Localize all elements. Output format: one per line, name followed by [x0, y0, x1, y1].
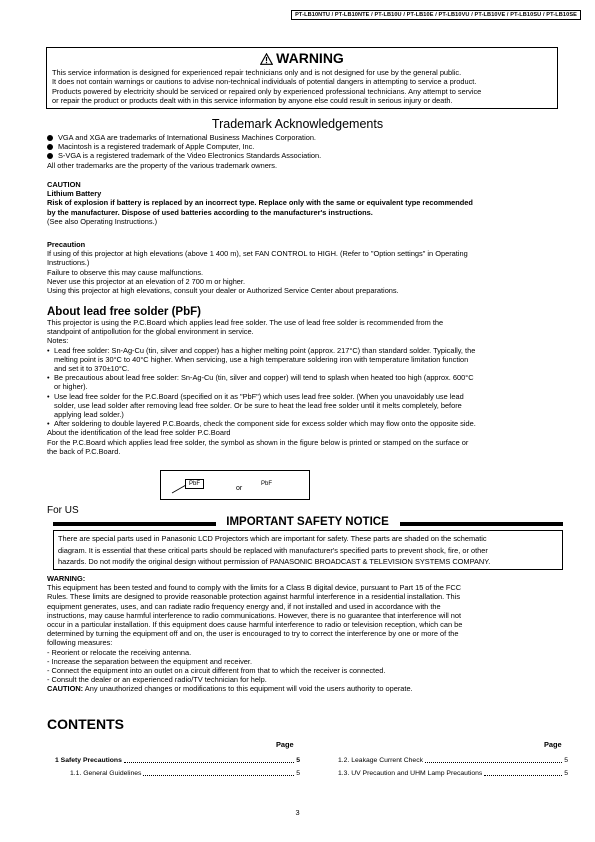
precaution-line: Instructions.)	[47, 258, 90, 268]
pbf-intro: standpoint of antipollution for the global environment in service.	[47, 327, 254, 337]
precaution-line: Using this projector at high elevations, consult your dealer or Authorized Service Center about preparations.	[47, 286, 399, 296]
fcc-line: - Reorient or relocate the receiving antenna.	[47, 647, 192, 657]
safety-line: There are special parts used in Panasonic LCD Projectors which are important for safety. These parts are shaded on the schematic	[58, 534, 487, 543]
fcc-line: - Consult the dealer or an experienced radio/TV technician for help.	[47, 675, 267, 685]
pbf-section	[47, 318, 562, 456]
trademark-list	[47, 133, 562, 170]
precaution-line: Failure to observe this may cause malfunctions.	[47, 267, 204, 277]
trademark-footer: All other trademarks are the property of the various trademark owners.	[47, 160, 278, 170]
note-item: • Use lead free solder for the P.C.Board (specified on it as "PbF") which uses lead free solder. (When you unavoidably use lead solder, use lead solder after removing lead free solder. Or be sure to heat the lead free solder until it melts completely, before applying lead solder.)	[47, 391, 464, 420]
warning-box	[46, 47, 558, 109]
warning-text	[52, 68, 552, 105]
for-us-label: For US	[47, 505, 79, 516]
toc-page-label-left: Page	[276, 740, 294, 749]
model-header: PT-LB10NTU / PT-LB10NTE / PT-LB10U / PT-LB10E / PT-LB10VU / PT-LB10VE / PT-LB10SU / PT-LB10SE	[291, 10, 581, 20]
note-item: • After soldering to double layered P.C.Boards, check the component side for excess solder which may flow onto the opposite side.	[47, 419, 476, 429]
pbf-symbol-text: the back of P.C.Board.	[47, 446, 121, 456]
safety-notice-title: IMPORTANT SAFETY NOTICE	[226, 516, 389, 528]
pbf-symbol-text: For the P.C.Board which applies lead free solder, the symbol as shown in the figure below is printed or stamped on the surface or	[47, 437, 469, 447]
precaution-section	[47, 240, 562, 295]
fcc-line: This equipment has been tested and found to comply with the limits for a Class B digital device, pursuant to Part 15 of the FCC	[47, 583, 462, 593]
bullet-icon	[47, 153, 53, 159]
warning-heading	[52, 50, 552, 66]
caution-text: by the manufacturer. Dispose of used batteries according to the manufacturer's instructions.	[47, 207, 373, 217]
precaution-line: If using of this projector at high elevations (above 1 400 m), set FAN CONTROL to HIGH. (Refer to "Option settings" in Operating	[47, 249, 468, 259]
fcc-line: determined by turning the equipment off and on, the user is encouraged to try to correct the interference by one or more of the	[47, 629, 459, 639]
pbf-identification: About the identification of the lead free solder P.C.Board	[47, 428, 231, 438]
warning-line: It does not contain warnings or cautions to advise non-technical individuals of potential dangers in attempting to service a product.	[52, 77, 477, 87]
toc-leader	[484, 769, 562, 776]
fcc-line: following measures:	[47, 638, 113, 648]
contents-title: CONTENTS	[47, 716, 124, 732]
list-item: S-VGA is a registered trademark of the Video Electronics Standards Association.	[47, 151, 562, 160]
list-item: Macintosh is a registered trademark of Apple Computer, Inc.	[47, 142, 562, 151]
safety-line: diagram. It is essential that these critical parts should be replaced with manufacturer's specified parts to prevent shock, fire, or other	[58, 545, 488, 555]
pbf-symbol-figure	[160, 470, 310, 500]
safety-notice-heading	[50, 518, 565, 530]
fcc-line: instructions, may cause harmful interference to radio communications. However, there is no guarantee that interference will not	[47, 610, 462, 620]
fcc-line: equipment generates, uses, and can radiate radio frequency energy and, if not installed and used in accordance with the	[47, 601, 441, 611]
fcc-heading: WARNING:	[47, 574, 86, 583]
caution-note: (See also Operating Instructions.)	[47, 216, 158, 226]
toc-page-label-right: Page	[544, 740, 562, 749]
fcc-caution: CAUTION: Any unauthorized changes or modifications to this equipment will void the users authority to operate.	[47, 684, 413, 694]
toc-entry[interactable]: 1 Safety Precautions 5	[55, 757, 300, 764]
fcc-line: Rules. These limits are designed to provide reasonable protection against harmful interference in a residential installation. This	[47, 592, 461, 602]
notes-label: Notes:	[47, 336, 69, 346]
warning-line: This service information is designed for experienced repair technicians only and is not designed for use by the general public.	[52, 68, 462, 77]
warning-line: Products powered by electricity should be serviced or repaired only by experienced professional technicians. Any attempt to service	[52, 86, 482, 96]
toc-entry[interactable]: 1.1. General Guidelines 5	[70, 770, 300, 777]
fcc-line: - Connect the equipment into an outlet on a circuit different from that to which the receiver is connected.	[47, 666, 386, 676]
toc-leader	[143, 769, 294, 776]
toc-leader	[124, 756, 294, 763]
fcc-line: - Increase the separation between the equipment and receiver.	[47, 656, 253, 666]
pbf-heading: About lead free solder (PbF)	[47, 306, 201, 318]
warning-triangle-icon	[260, 53, 273, 65]
toc-entry[interactable]: 1.3. UV Precaution and UHM Lamp Precautions 5	[338, 770, 568, 777]
pbf-or-text: or	[236, 485, 243, 492]
precaution-heading: Precaution	[47, 240, 86, 249]
fcc-warning-section	[47, 574, 562, 694]
precaution-line: Never use this projector at an elevation of 2 700 m or higher.	[47, 276, 246, 286]
pbf-symbol-boxed: PbF	[185, 479, 204, 489]
bullet-icon	[47, 144, 53, 150]
warning-title: WARNING	[276, 50, 344, 66]
toc-entry[interactable]: 1.2. Leakage Current Check 5	[338, 757, 568, 764]
warning-line: or repair the product or products dealt with in this service information by anyone else could result in serious injury or death.	[52, 95, 453, 105]
safety-line: hazards. Do not modify the original design without permission of PANASONIC BROADCAST & TELEVISION SYSTEMS COMPANY.	[58, 557, 491, 567]
toc-leader	[425, 756, 562, 763]
trademark-title: Trademark Acknowledgements	[211, 117, 384, 131]
caution-section	[47, 180, 562, 226]
safety-notice-box	[53, 530, 563, 570]
note-item: • Be precautious about lead free solder: Sn-Ag-Cu (tin, silver and copper) will tend to splash when heated too high (approx. 600°C or higher).	[47, 373, 474, 392]
page-number: 3	[295, 808, 300, 817]
caution-subheading: Lithium Battery	[47, 189, 102, 199]
list-item: VGA and XGA are trademarks of International Business Machines Corporation.	[47, 133, 562, 142]
pbf-symbol-plain: PbF	[261, 481, 273, 487]
fcc-line: occur in a particular installation. If this equipment does cause harmful interference to radio or television reception, which can be	[47, 620, 463, 630]
note-item: • Lead free solder: Sn-Ag-Cu (tin, silver and copper) has a higher melting point (approx. 217°C) than standard solder. Typically, the melting point is 30°C to 40°C higher. When servicing, use a high temperature soldering iron with temperature limitation function and set it to 370±10°C.	[47, 345, 476, 374]
caution-heading: CAUTION	[47, 180, 81, 189]
bullet-icon	[47, 135, 53, 141]
caution-text: Risk of explosion if battery is replaced by an incorrect type. Replace only with the same or equivalent type recommended	[47, 198, 473, 208]
pbf-intro: This projector is using the P.C.Board which applies lead free solder. The use of lead free solder is recommended from the	[47, 318, 444, 327]
